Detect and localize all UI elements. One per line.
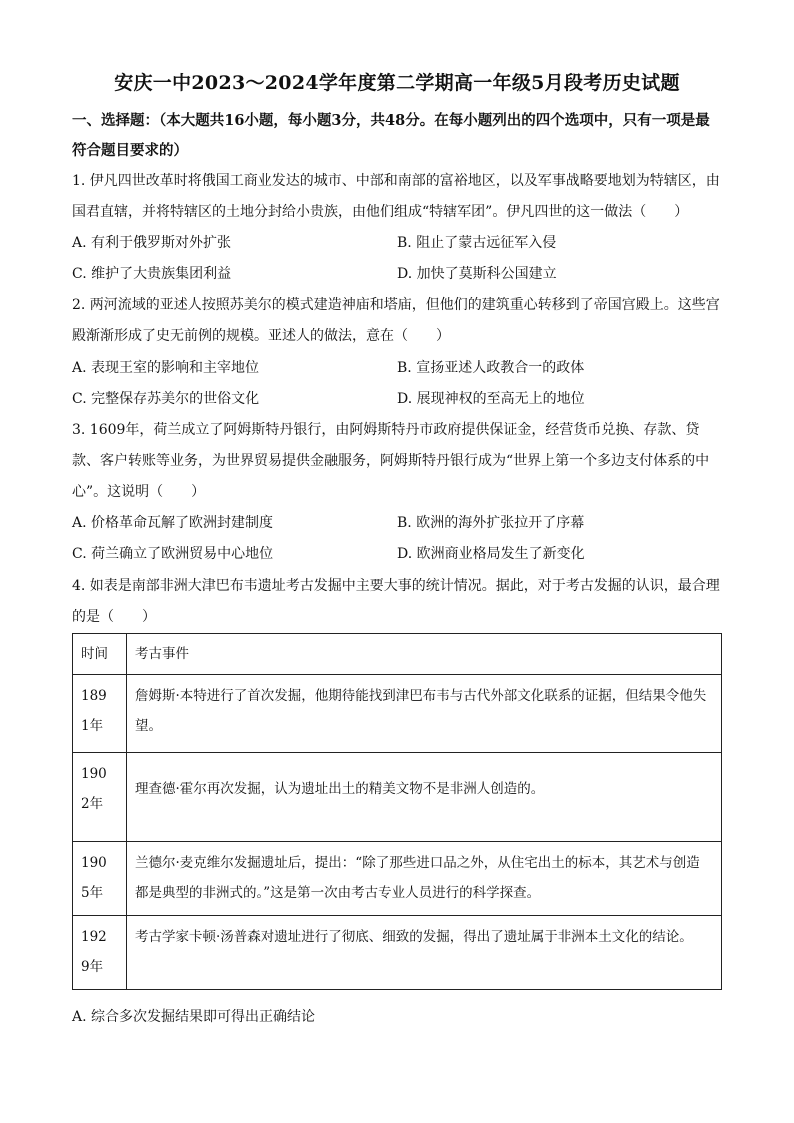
question-1-option-d: D. 加快了莫斯科公国建立 [397, 266, 557, 282]
question-1-option-c: C. 维护了大贵族集团利益 [72, 266, 232, 282]
table-cell-year: 1902年 [81, 766, 107, 812]
table-cell-event: 考古学家卡顿·汤普森对遗址进行了彻底、细致的发掘，得出了遗址属于非洲本土文化的结论。 [127, 916, 722, 990]
table-header-time: 时间 [73, 634, 127, 675]
table-row [73, 753, 722, 842]
exam-title: 安庆一中2023～2024学年度第二学期高一年级5月段考历史试题 [114, 72, 680, 94]
question-3-option-a: A. 价格革命瓦解了欧洲封建制度 [72, 515, 274, 531]
question-3-option-b: B. 欧洲的海外扩张拉开了序幕 [397, 515, 585, 531]
question-2-option-d: D. 展现神权的至高无上的地位 [397, 391, 585, 407]
table-header-event: 考古事件 [127, 634, 722, 675]
question-4-stem: 4. 如表是南部非洲大津巴布韦遗址考古发掘中主要大事的统计情况。据此，对于考古发掘的认识，最合理的是（ ） [72, 578, 720, 625]
question-2-option-b: B. 宣扬亚述人政教合一的政体 [397, 360, 585, 376]
table-cell-event: 理查德·霍尔再次发掘，认为遗址出土的精美文物不是非洲人创造的。 [127, 753, 722, 842]
section-heading: 一、选择题：（本大题共16小题，每小题3分，共48分。在每小题列出的四个选项中，只有一项是最符合题目要求的） [72, 112, 710, 159]
table-cell-year: 1891年 [81, 688, 107, 734]
question-2-stem: 2. 两河流域的亚述人按照苏美尔的模式建造神庙和塔庙，但他们的建筑重心转移到了帝国宫殿上。这些宫殿渐渐形成了史无前例的规模。亚述人的做法，意在（ ） [72, 297, 720, 344]
table-row [73, 842, 722, 916]
question-3-option-d: D. 欧洲商业格局发生了新变化 [397, 546, 585, 562]
question-2-option-c: C. 完整保存苏美尔的世俗文化 [72, 391, 260, 407]
question-2-option-a: A. 表现王室的影响和主宰地位 [72, 360, 260, 376]
table-cell-year: 1905年 [81, 855, 107, 901]
table-cell-event: 詹姆斯·本特进行了首次发掘，他期待能找到津巴布韦与古代外部文化联系的证据，但结果令他失望。 [127, 675, 722, 753]
table-row [73, 675, 722, 753]
question-4-option-a: A. 综合多次发掘结果即可得出正确结论 [72, 1009, 316, 1025]
question-1-stem: 1. 伊凡四世改革时将俄国工商业发达的城市、中部和南部的富裕地区，以及军事战略要地划为特辖区，由国君直辖，并将特辖区的土地分封给小贵族，由他们组成“特辖军团”。伊凡四世的这一做法（ ） [72, 173, 720, 220]
question-1-option-a: A. 有利于俄罗斯对外扩张 [72, 235, 232, 251]
table-cell-year: 1929年 [81, 929, 107, 975]
table-header-row [73, 634, 722, 675]
table-row [73, 916, 722, 990]
archaeology-table [72, 633, 722, 990]
question-3-option-c: C. 荷兰确立了欧洲贸易中心地位 [72, 546, 274, 562]
question-3-stem: 3. 1609年，荷兰成立了阿姆斯特丹银行，由阿姆斯特丹市政府提供保证金，经营货币兑换、存款、贷款、客户转账等业务，为世界贸易提供金融服务，阿姆斯特丹银行成为“世界上第一个多边支付体系的中心”。这说明（ ） [72, 422, 710, 500]
table-cell-event: 兰德尔·麦克维尔发掘遗址后，提出：“除了那些进口品之外，从住宅出土的标本，其艺术与创造都是典型的非洲式的。”这是第一次由考古专业人员进行的科学探查。 [127, 842, 722, 916]
question-1-option-b: B. 阻止了蒙古远征军入侵 [397, 235, 557, 251]
